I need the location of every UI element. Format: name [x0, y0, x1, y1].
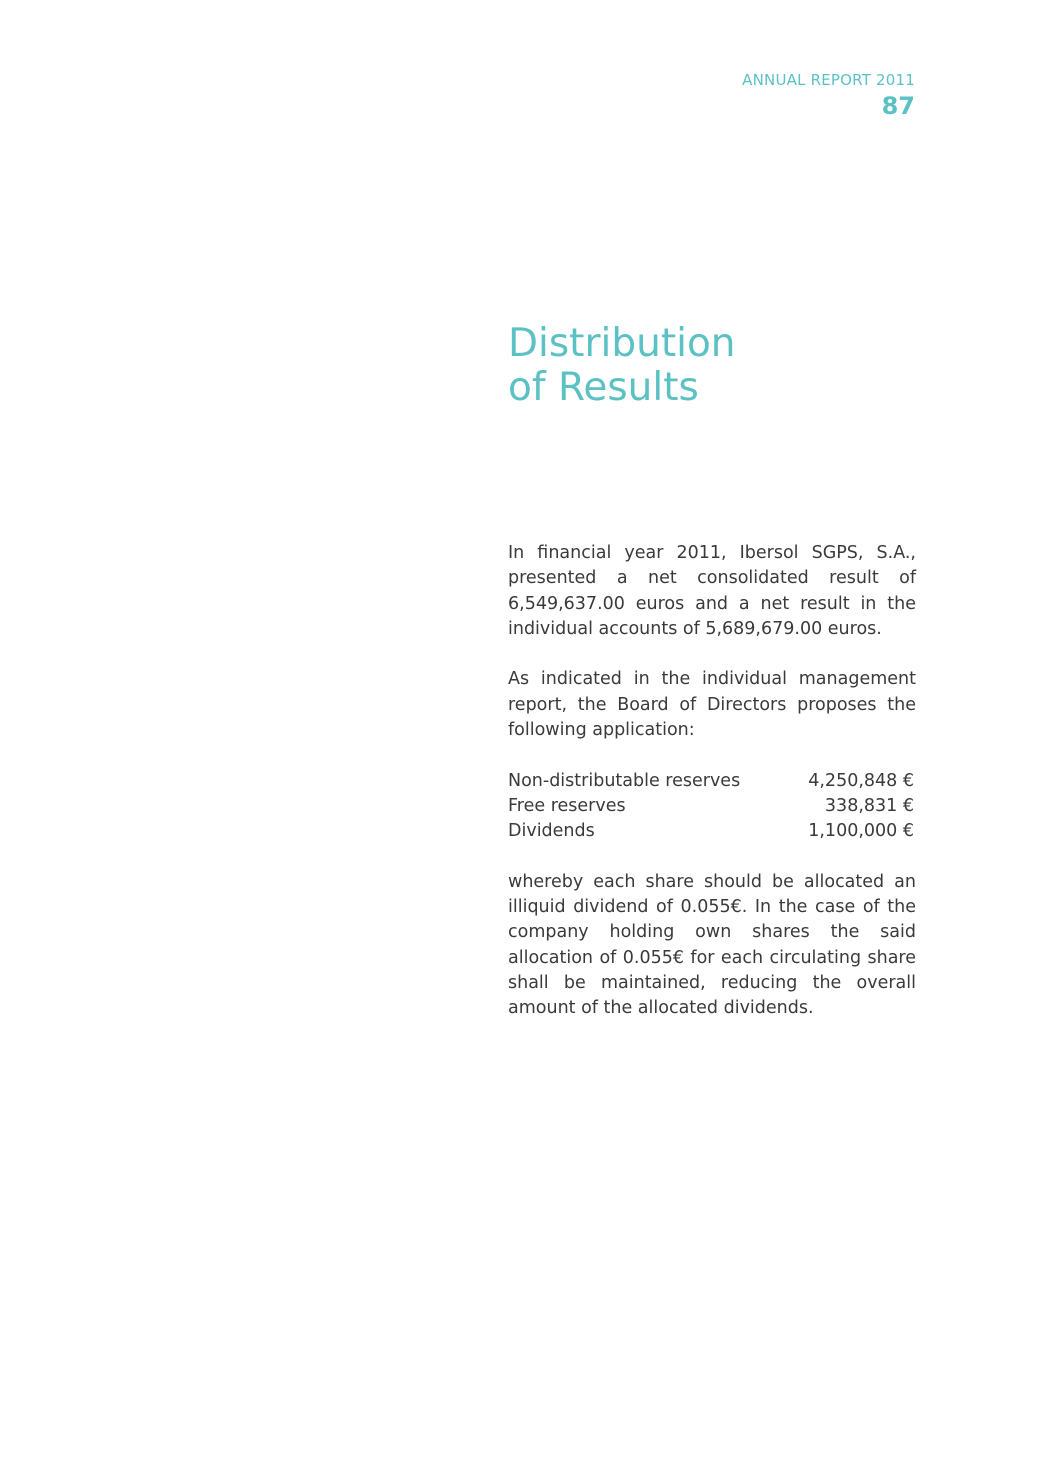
body-text: [508, 541, 916, 1047]
allocation-row: [508, 794, 916, 819]
allocation-label: Dividends: [508, 821, 595, 842]
proposal-paragraph: As indicated in the individual management report, the Board of Directors proposes the following application:: [508, 669, 916, 741]
allocation-amount: 4,250,848 €: [808, 770, 914, 791]
allocation-table: [508, 769, 916, 845]
allocation-row: [508, 819, 916, 844]
page-header: [742, 70, 915, 121]
page-number: 87: [881, 92, 915, 120]
title-line-1: Distribution: [508, 321, 736, 366]
allocation-label: Free reserves: [508, 795, 626, 816]
report-label: ANNUAL REPORT 2011: [742, 71, 915, 89]
page-title: [508, 322, 736, 410]
allocation-amount: 1,100,000 €: [808, 821, 914, 842]
allocation-label: Non-distributable reserves: [508, 770, 741, 791]
title-line-2: of Results: [508, 365, 699, 410]
allocation-amount: 338,831 €: [824, 795, 914, 816]
intro-paragraph: In financial year 2011, Ibersol SGPS, S.A., presented a net consolidated result of 6,549,637.00 euros and a net result in the individual accounts of 5,689,679.00 euros.: [508, 543, 916, 639]
allocation-row: [508, 769, 916, 794]
closing-paragraph: whereby each share should be allocated an illiquid dividend of 0.055€. In the case of the company holding own shares the said allocation of 0.055€ for each circulating share shall be maintained, reducing the overall amount of the allocated dividends.: [508, 871, 916, 1019]
